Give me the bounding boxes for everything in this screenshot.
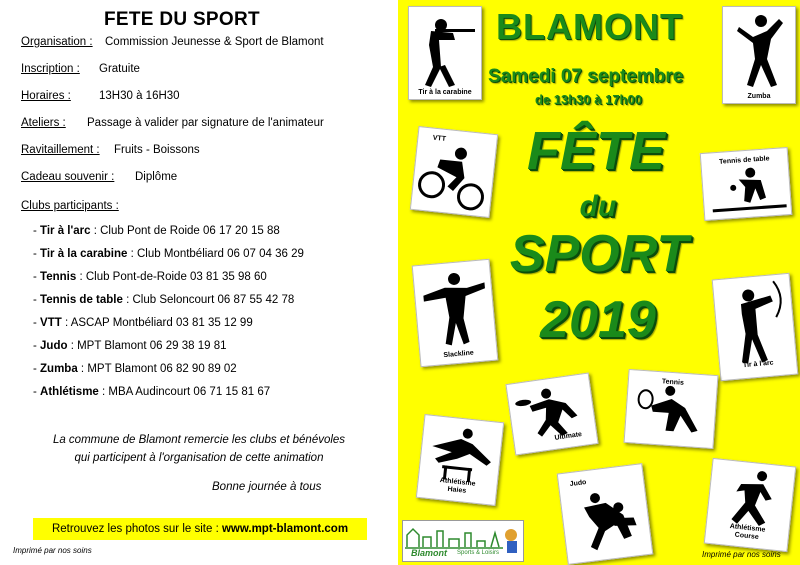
- du-word: du: [579, 190, 617, 223]
- tile-course: [704, 458, 797, 552]
- tile-caption: Ultimate: [554, 431, 583, 442]
- club-detail: : MBA Audincourt 06 71 15 81 67: [98, 386, 271, 398]
- info-value: Fruits - Boissons: [114, 144, 200, 156]
- logo-tagline: Sports & Loisirs: [457, 550, 500, 556]
- info-value: 13H30 à 16H30: [99, 90, 180, 102]
- poster-panel: [398, 0, 800, 565]
- website-link[interactable]: www.mpt-blamont.com: [221, 523, 349, 535]
- dancer-icon: [723, 7, 795, 103]
- info-cadeau: [21, 171, 178, 183]
- info-inscription: [21, 63, 140, 75]
- club-item: - Tir à la carabine : Club Montbéliard 06 07 04 36 29: [33, 248, 304, 260]
- logo-name: Blamont: [411, 548, 447, 558]
- tile-arc: [712, 273, 799, 381]
- tile-caption: Zumba: [747, 93, 771, 100]
- club-detail: : Club Seloncourt 06 87 55 42 78: [122, 294, 295, 306]
- tile-caption-line: Haies: [447, 485, 467, 495]
- event-time: de 13h30 à 17h00: [535, 92, 642, 107]
- tile-haies: [416, 414, 504, 506]
- club-sport: Zumba: [40, 363, 78, 375]
- mpt-logo: [402, 520, 524, 562]
- year-word: 2019: [540, 291, 656, 349]
- tile-caption: VTT: [432, 134, 447, 143]
- tile-caption: Judo: [569, 479, 587, 489]
- info-value: Gratuite: [99, 63, 140, 75]
- town-title: BLAMONT: [496, 6, 683, 47]
- clubs-heading: Clubs participants :: [21, 200, 119, 212]
- thanks-line: La commune de Blamont remercie les clubs et bénévoles: [52, 434, 346, 446]
- club-sport: Judo: [40, 340, 68, 352]
- rifle-shooter-icon: [409, 7, 481, 99]
- tile-vtt: [410, 126, 498, 218]
- club-detail: : MPT Blamont 06 29 38 19 81: [67, 340, 227, 352]
- printed-note: Imprimé par nos soins: [702, 550, 781, 559]
- info-value: Passage à valider par signature de l'animateur: [87, 117, 324, 129]
- tile-tennis: [624, 369, 719, 449]
- tile-caption: Tir à la carabine: [418, 89, 472, 96]
- info-label: Horaires :: [21, 90, 71, 102]
- tile-zumba: [722, 6, 796, 104]
- club-item: - Athlétisme : MBA Audincourt 06 71 15 81 67: [33, 386, 271, 398]
- tile-slackline: [412, 259, 499, 367]
- club-item: - Zumba : MPT Blamont 06 82 90 89 02: [33, 363, 237, 375]
- club-detail: : Club Pont-de-Roide 03 81 35 98 60: [76, 271, 267, 283]
- club-detail: : ASCAP Montbéliard 03 81 35 12 99: [61, 317, 253, 329]
- info-organisation: [21, 36, 324, 48]
- info-label: Inscription :: [21, 63, 80, 75]
- tile-caption: Slackline: [443, 349, 475, 360]
- tile-carabine: [408, 6, 482, 100]
- info-ravitaillement: [21, 144, 200, 156]
- page-title: FETE DU SPORT: [104, 9, 260, 30]
- club-item: - VTT : ASCAP Montbéliard 03 81 35 12 99: [33, 317, 253, 329]
- club-sport: Tir à la carabine: [40, 248, 128, 260]
- tile-caption: Tir à l'arc: [742, 359, 774, 370]
- tile-caption-line: Athlétisme: [729, 523, 766, 534]
- sport-word: SPORT: [509, 225, 689, 283]
- club-item: - Tir à l'arc : Club Pont de Roide 06 17 20 15 88: [33, 225, 280, 237]
- club-detail: : MPT Blamont 06 82 90 89 02: [77, 363, 237, 375]
- tile-judo: [557, 463, 654, 565]
- info-horaires: [21, 90, 180, 102]
- website-banner: [33, 518, 367, 540]
- tile-caption-line: Athlétisme: [439, 477, 476, 488]
- closing-text: Bonne journée à tous: [212, 481, 322, 493]
- club-item: - Judo : MPT Blamont 06 29 38 19 81: [33, 340, 227, 352]
- info-label: Cadeau souvenir :: [21, 171, 115, 183]
- club-sport: VTT: [40, 317, 62, 329]
- info-label: Organisation :: [21, 36, 93, 48]
- judo-icon: [558, 464, 652, 564]
- club-sport: Tennis: [40, 271, 77, 283]
- banner-text: Retrouvez les photos sur le site :: [51, 523, 222, 535]
- fete-word: FÊTE: [526, 121, 665, 181]
- info-value: Commission Jeunesse & Sport de Blamont: [105, 36, 324, 48]
- left-panel: [0, 0, 398, 565]
- club-item: - Tennis de table : Club Seloncourt 06 87 55 42 78: [33, 294, 295, 306]
- club-sport: Tennis de table: [40, 294, 123, 306]
- info-value: Diplôme: [135, 171, 178, 183]
- thanks-text: [0, 431, 398, 467]
- tile-caption: Tennis: [661, 378, 685, 387]
- tile-caption: Tennis de table: [718, 155, 770, 166]
- club-sport: Athlétisme: [40, 386, 99, 398]
- event-date: Samedi 07 septembre: [488, 66, 684, 87]
- info-label: Ravitaillement :: [21, 144, 100, 156]
- tile-tennis-table: [700, 147, 793, 221]
- club-item: - Tennis : Club Pont-de-Roide 03 81 35 98 60: [33, 271, 267, 283]
- club-sport: Tir à l'arc: [40, 225, 91, 237]
- printed-note: Imprimé par nos soins: [13, 546, 92, 555]
- info-ateliers: [21, 117, 324, 129]
- thanks-line: qui participent à l'organisation de cette animation: [74, 452, 324, 464]
- tile-ultimate: [505, 373, 598, 456]
- club-detail: : Club Montbéliard 06 07 04 36 29: [127, 248, 304, 260]
- tile-caption-line: Course: [734, 531, 760, 542]
- info-label: Ateliers :: [21, 117, 66, 129]
- club-detail: : Club Pont de Roide 06 17 20 15 88: [90, 225, 280, 237]
